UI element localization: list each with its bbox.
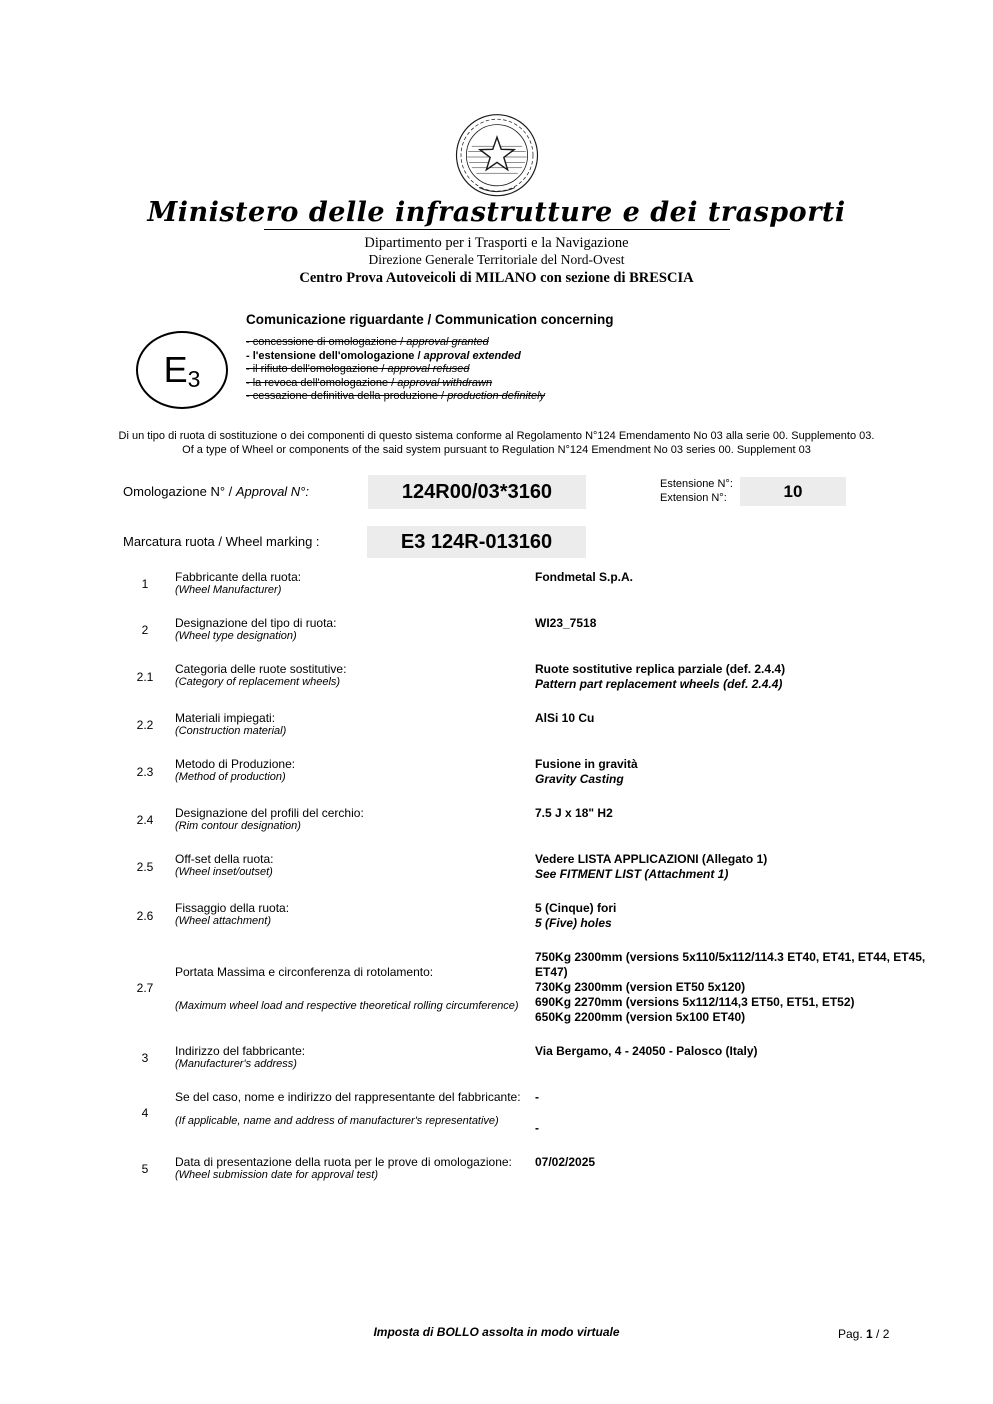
fields-table [115,570,938,1201]
field-label-it: Data di presentazione della ruota per le prove di omologazione: [175,1155,512,1169]
field-value-line: 5 (Five) holes [535,916,612,930]
field-value-line: 07/02/2025 [535,1155,596,1169]
field-number: 2.2 [136,717,154,732]
field-label [175,570,535,597]
field-row-2-type-designation [115,616,938,643]
regulation-line-en: Of a type of Wheel or components of the said system pursuant to Regulation N°124 Emendment No 03 series 00. Supplement 03 [182,444,811,456]
directorate-line: Direzione Generale Territoriale del Nord-Ovest [368,252,625,267]
approval-label-it: Omologazione N° / [123,484,236,499]
field-value [535,852,938,882]
field-value [535,1044,938,1071]
field-label-en: (Wheel Manufacturer) [175,584,282,596]
field-row-5-submission-date [115,1155,938,1182]
item-text-it: - concessione di omologazione / [246,336,407,348]
field-value-line: See FITMENT LIST (Attachment 1) [535,867,729,881]
field-value [535,757,938,787]
field-label [175,1090,535,1136]
field-value-line: 650Kg 2200mm (version 5x100 ET40) [535,1010,746,1024]
extension-label-en: Extension N°: [660,492,727,504]
field-value [535,616,938,643]
item-text-en: approval extended [423,349,521,362]
field-row-2-6-attachment [115,901,938,931]
item-text-it: - il rifiuto dell'omologazione / [246,363,388,375]
field-label [175,662,535,692]
approval-number-label [123,484,309,499]
field-value [535,1155,938,1182]
field-label-it: Fabbricante della ruota: [175,570,302,584]
ministry-title: Ministero delle infrastrutture e dei trasporti [147,197,846,228]
field-label [175,950,535,1025]
field-label [175,806,535,833]
field-number: 3 [141,1050,149,1065]
field-value-line: 5 (Cinque) fori [535,901,617,915]
field-number: 2.4 [136,812,154,827]
item-text-it: - la revoca dell'omologazione / [246,376,398,389]
field-label [175,852,535,882]
field-label [175,1044,535,1071]
field-number: 2.3 [136,765,154,779]
page-number: 1 [866,1327,873,1341]
field-label-en: (Wheel submission date for approval test) [175,1169,378,1181]
ministry-underline [264,229,730,230]
extension-number-value: 10 [740,477,846,506]
field-value-line: 730Kg 2300mm (version ET50 5x120) [535,980,746,994]
approval-number-value: 124R00/03*3160 [368,475,586,509]
approval-label-en: Approval N°: [235,484,309,499]
field-label-it: Fissaggio della ruota: [175,901,290,915]
communication-item-approval-refused [246,363,826,377]
e3-approval-mark [136,331,228,409]
page-indicator [838,1327,889,1341]
e-mark-number: 3 [187,365,201,392]
field-number: 5 [141,1161,149,1176]
field-value-line: Pattern part replacement wheels (def. 2.4.4) [535,677,783,691]
item-text-en: production definitely [447,390,546,402]
item-text-it: - cessazione definitiva della produzione / [246,390,448,402]
document-header [0,0,993,287]
field-value-line: - [535,1090,539,1104]
field-label [175,757,535,787]
field-label [175,901,535,931]
field-label-it: Categoria delle ruote sostitutive: [175,662,347,676]
italian-republic-emblem-icon [450,112,544,202]
field-value [535,806,938,833]
communication-item-approval-extended [246,350,826,364]
field-label-it: Off-set della ruota: [175,852,274,866]
field-row-2-3-production-method [115,757,938,787]
field-number: 2.6 [136,909,154,923]
field-value-line: 690Kg 2270mm (versions 5x112/114,3 ET50, ET51, ET52) [535,995,855,1009]
field-label [175,1155,535,1182]
field-row-2-4-rim-contour [115,806,938,833]
extension-label-it: Estensione N°: [660,478,733,490]
field-label-en: (Wheel inset/outset) [175,866,273,878]
field-label-en: (Manufacturer's address) [175,1058,297,1070]
communication-heading [246,312,826,327]
item-text-en: approval refused [387,363,470,375]
field-value-line: Via Bergamo, 4 - 24050 - Palosco (Italy) [535,1044,758,1058]
wheel-marking-label: Marcatura ruota / Wheel marking : [123,534,320,549]
field-row-2-5-offset [115,852,938,882]
field-row-3-manufacturer-address [115,1044,938,1071]
communication-item-production-ceased [246,390,826,404]
item-text-en: approval granted [406,336,489,348]
field-row-2-1-category [115,662,938,692]
extension-number-label [660,477,733,505]
field-number: 2.1 [136,670,154,684]
field-number: 2 [141,622,149,637]
department-line: Dipartimento per i Trasporti e la Navigazione [364,235,629,251]
field-label [175,616,535,643]
page-total: / 2 [872,1327,890,1341]
regulation-reference [0,429,993,457]
stamp-duty-note: Imposta di BOLLO assolta in modo virtuale [373,1325,620,1339]
field-value [535,901,938,931]
regulation-line-it: Di un tipo di ruota di sostituzione o dei componenti di questo sistema conforme al Regolamento N°124 Emendamento No 03 alla serie 00. Supplemento 03. [118,430,875,442]
field-row-1-manufacturer [115,570,938,597]
field-value-line: - [535,1121,539,1135]
field-label-it: Designazione del tipo di ruota: [175,616,337,630]
field-value-line: Vedere LISTA APPLICAZIONI (Allegato 1) [535,852,768,866]
field-label-it: Portata Massima e circonferenza di rotolamento: [175,965,434,979]
field-value-line: Fusione in gravità [535,757,638,771]
field-value-line: 750Kg 2300mm (versions 5x110/5x112/114.3 ET40, ET41, ET44, ET45, ET47) [535,950,926,979]
test-center-line: Centro Prova Autoveicoli di MILANO con sezione di BRESCIA [299,270,694,286]
field-number: 4 [141,1106,149,1120]
field-value-line: Ruote sostitutive replica parziale (def. 2.4.4) [535,662,786,676]
field-label-en: (Rim contour designation) [175,820,301,832]
communication-heading-it: Comunicazione riguardante / [246,312,436,327]
field-label-en: (Maximum wheel load and respective theoretical rolling circumference) [175,1000,519,1012]
field-label-en: (Method of production) [175,771,286,783]
field-value-line: Gravity Casting [535,772,624,786]
item-text-it: - l'estensione dell'omologazione / [246,349,424,362]
field-label-en: (Category of replacement wheels) [175,676,341,688]
field-value [535,711,938,738]
e-mark-letter: E [163,349,188,390]
communication-item-approval-withdrawn [246,377,826,391]
field-number: 2.7 [136,980,154,995]
field-row-2-7-max-load [115,950,938,1025]
field-row-4-representative [115,1090,938,1136]
field-value [535,950,938,1025]
field-number: 2.5 [136,860,154,874]
field-label-en: (Wheel attachment) [175,915,271,927]
field-value-line: 7.5 J x 18" H2 [535,806,613,820]
communication-heading-en: Communication concerning [435,312,614,327]
field-value [535,570,938,597]
field-label-it: Materiali impiegati: [175,711,276,725]
field-value-line: Fondmetal S.p.A. [535,570,634,584]
field-label [175,711,535,738]
field-row-2-2-material [115,711,938,738]
wheel-marking-value: E3 124R-013160 [367,526,586,558]
field-value [535,662,938,692]
field-value-line: AlSi 10 Cu [535,711,595,725]
communication-section [246,312,826,404]
communication-item-approval-granted [246,336,826,350]
field-value-line: WI23_7518 [535,616,597,630]
field-label-it: Indirizzo del fabbricante: [175,1044,306,1058]
field-label-en: (If applicable, name and address of manufacturer's representative) [175,1115,499,1127]
field-label-it: Designazione del profili del cerchio: [175,806,364,820]
field-label-it: Se del caso, nome e indirizzo del rappresentante del fabbricante: [175,1090,521,1104]
field-label-it: Metodo di Produzione: [175,757,296,771]
page-label: Pag. [838,1327,867,1341]
field-number: 1 [141,576,149,591]
field-label-en: (Construction material) [175,725,287,737]
item-text-en: approval withdrawn [397,376,493,389]
field-label-en: (Wheel type designation) [175,630,297,642]
field-value [535,1090,938,1136]
